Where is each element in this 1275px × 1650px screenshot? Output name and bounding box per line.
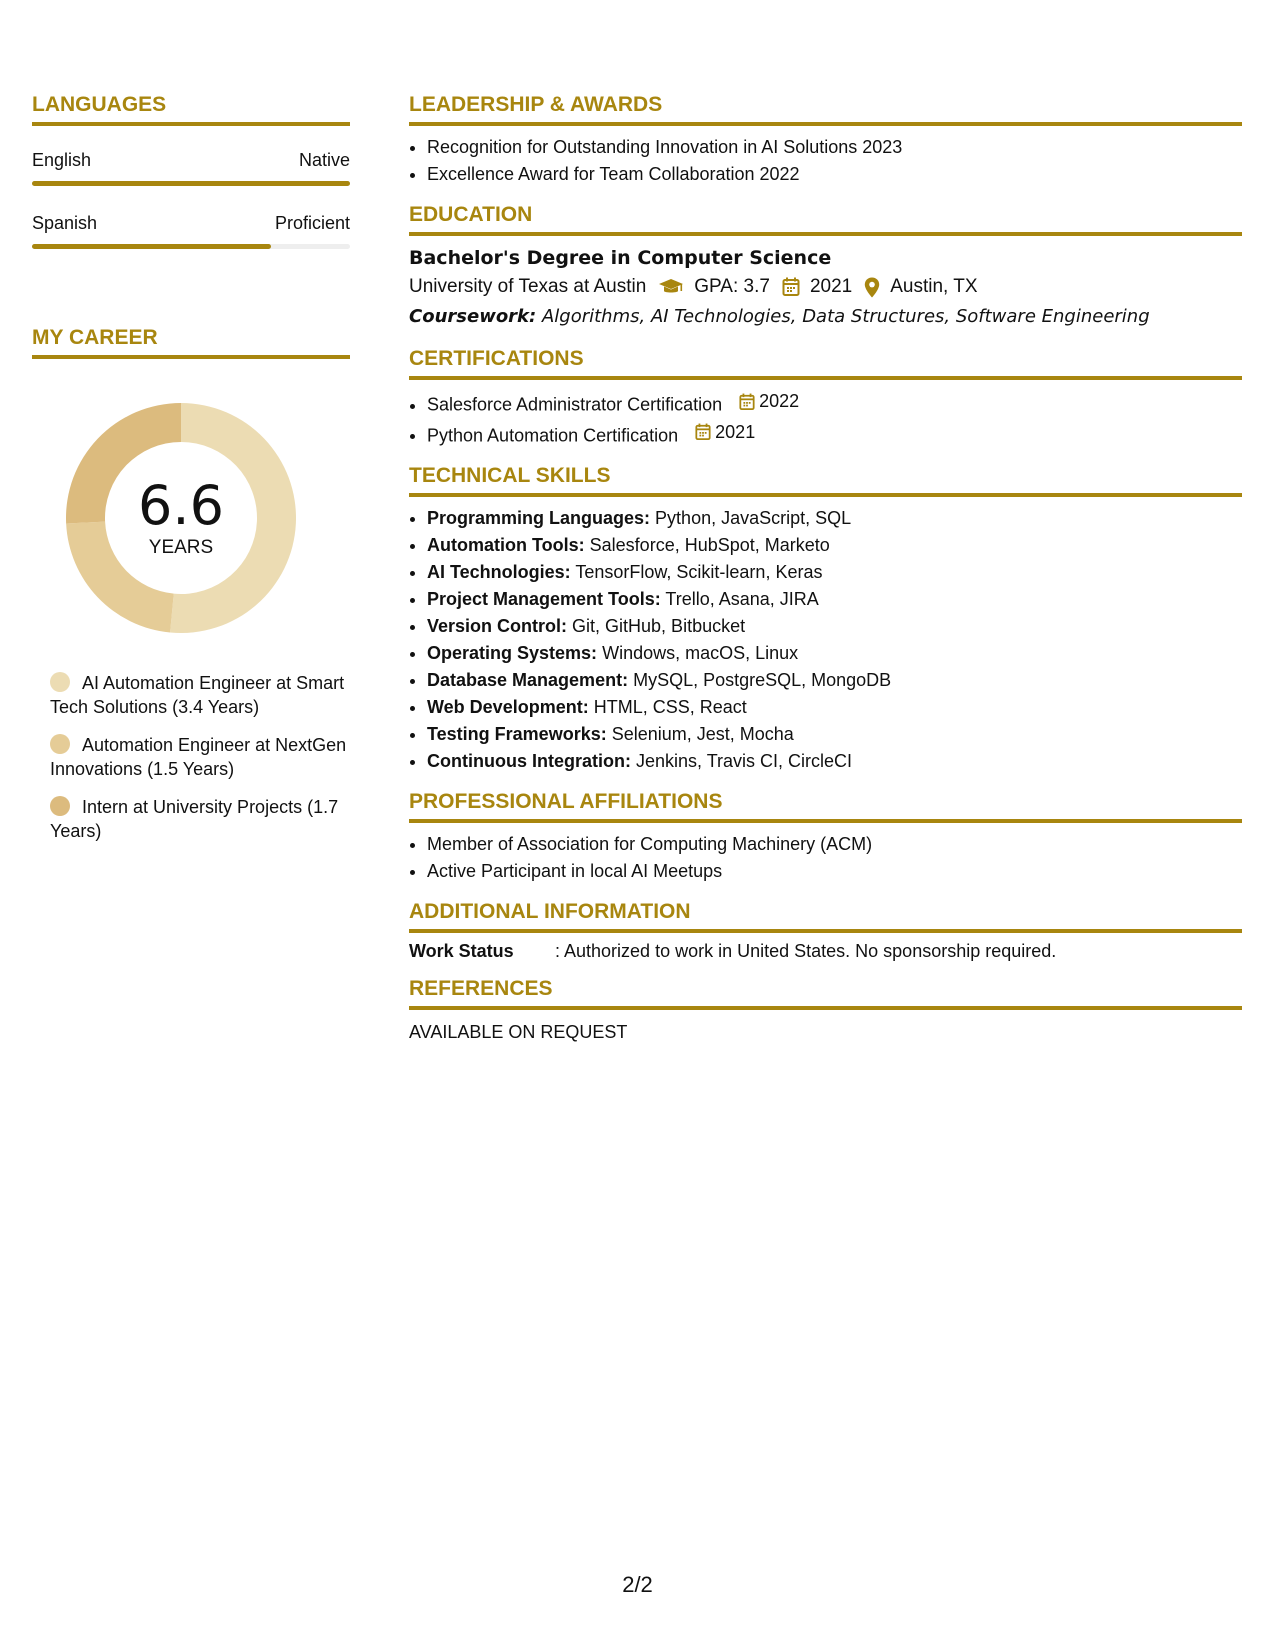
language-row-english xyxy=(32,150,350,171)
career-role: Automation Engineer at NextGen Innovations (1.5 Years) xyxy=(50,735,347,779)
career-total-value: 6.6 xyxy=(138,474,224,537)
skill-item xyxy=(427,721,1242,748)
certification-date xyxy=(739,388,799,415)
certification-year: 2022 xyxy=(759,391,800,411)
skill-value: Trello, Asana, JIRA xyxy=(665,589,819,609)
skill-label: Web Development: xyxy=(427,697,589,717)
skill-value: Git, GitHub, Bitbucket xyxy=(572,616,746,636)
skill-item xyxy=(427,532,1242,559)
graduation-cap-icon xyxy=(658,278,684,296)
affiliations-list xyxy=(409,831,1242,885)
language-level: Proficient xyxy=(274,213,350,233)
language-level-bar xyxy=(32,181,350,186)
skill-label: Database Management: xyxy=(427,670,629,690)
certification-name: Python Automation Certification xyxy=(427,425,679,445)
skill-value: Python, JavaScript, SQL xyxy=(655,508,852,528)
coursework-label: Coursework: xyxy=(409,306,537,327)
certification-year: 2021 xyxy=(715,421,756,442)
skill-label: AI Technologies: xyxy=(427,562,571,582)
references-section xyxy=(409,976,1242,1043)
career-role: AI Automation Engineer at Smart Tech Solutions (3.4 Years) xyxy=(50,673,345,717)
career-legend-item xyxy=(50,671,350,719)
skill-label: Operating Systems: xyxy=(427,643,598,663)
career-total xyxy=(66,403,296,633)
education-section xyxy=(409,202,1242,332)
skill-label: Automation Tools: xyxy=(427,535,585,555)
language-level-bar xyxy=(32,244,350,249)
career-donut-chart xyxy=(66,403,296,633)
work-status-row xyxy=(409,941,1242,962)
language-level-fill xyxy=(32,244,271,249)
list-item: • Recognition for Outstanding Innovation in AI Solutions 2023 xyxy=(427,134,1242,161)
skill-item xyxy=(427,667,1242,694)
career-legend-item xyxy=(50,733,350,781)
career-heading: MY CAREER xyxy=(32,325,350,359)
leadership-section xyxy=(409,92,1242,188)
right-column xyxy=(409,92,1242,1043)
certification-item xyxy=(427,419,1242,450)
references-text: AVAILABLE ON REQUEST xyxy=(409,1022,628,1042)
skill-label: Testing Frameworks: xyxy=(427,724,607,744)
education-details xyxy=(409,272,1242,302)
legend-dot xyxy=(50,796,70,816)
languages-heading: LANGUAGES xyxy=(32,92,350,126)
legend-dot xyxy=(50,734,70,754)
list-item: • Excellence Award for Team Collaboration 2022 xyxy=(427,161,1242,188)
certification-date xyxy=(695,419,755,446)
calendar-icon xyxy=(782,277,800,297)
skill-item xyxy=(427,559,1242,586)
skill-value: Selenium, Jest, Mocha xyxy=(611,724,794,744)
skill-item xyxy=(427,613,1242,640)
skill-item xyxy=(427,505,1242,532)
skill-label: Version Control: xyxy=(427,616,568,636)
skill-value: HTML, CSS, React xyxy=(593,697,747,717)
skill-label: Programming Languages: xyxy=(427,508,651,528)
certifications-list xyxy=(409,388,1242,449)
language-level-fill xyxy=(32,181,350,186)
education-school: University of Texas at Austin xyxy=(409,276,647,297)
affiliations-section xyxy=(409,789,1242,885)
work-status-value: : Authorized to work in United States. No sponsorship required. xyxy=(555,941,1057,961)
list-item: • Member of Association for Computing Machinery (ACM) xyxy=(427,831,1242,858)
additional-info-heading: ADDITIONAL INFORMATION xyxy=(409,899,1242,933)
list-item: • Active Participant in local AI Meetups xyxy=(427,858,1242,885)
legend-dot xyxy=(50,672,70,692)
skill-value: MySQL, PostgreSQL, MongoDB xyxy=(633,670,892,690)
skill-item xyxy=(427,694,1242,721)
skill-value: Salesforce, HubSpot, Marketo xyxy=(589,535,830,555)
calendar-icon xyxy=(695,423,711,441)
skill-item xyxy=(427,586,1242,613)
skill-value: TensorFlow, Scikit-learn, Keras xyxy=(575,562,823,582)
career-legend xyxy=(50,671,350,843)
skill-value: Windows, macOS, Linux xyxy=(602,643,799,663)
location-pin-icon xyxy=(864,277,880,298)
education-heading: EDUCATION xyxy=(409,202,1242,236)
page-number: 2/2 xyxy=(622,1572,653,1597)
education-coursework xyxy=(409,302,1242,332)
calendar-icon xyxy=(739,393,755,411)
certifications-heading: CERTIFICATIONS xyxy=(409,346,1242,380)
additional-info-section xyxy=(409,899,1242,962)
skill-item xyxy=(427,748,1242,775)
career-legend-item xyxy=(50,795,350,843)
language-level: Native xyxy=(298,150,350,170)
certification-name: Salesforce Administrator Certification xyxy=(427,394,723,415)
career-role: Intern at University Projects (1.7 Years) xyxy=(50,797,339,841)
skills-section xyxy=(409,463,1242,775)
references-heading: REFERENCES xyxy=(409,976,1242,1010)
skill-label: Project Management Tools: xyxy=(427,589,661,609)
coursework-value: Algorithms, AI Technologies, Data Structures, Software Engineering xyxy=(541,306,1150,327)
skills-list xyxy=(409,505,1242,775)
education-gpa: GPA: 3.7 xyxy=(694,276,770,297)
work-status-label: Work Status xyxy=(409,941,514,961)
certifications-section xyxy=(409,346,1242,449)
left-column xyxy=(32,92,350,857)
leadership-heading: LEADERSHIP & AWARDS xyxy=(409,92,1242,126)
skill-value: Jenkins, Travis CI, CircleCI xyxy=(635,751,853,771)
skills-heading: TECHNICAL SKILLS xyxy=(409,463,1242,497)
education-year: 2021 xyxy=(809,276,853,297)
language-name: Spanish xyxy=(32,213,98,233)
leadership-list xyxy=(409,134,1242,188)
language-row-spanish xyxy=(32,213,350,234)
education-degree: Bachelor's Degree in Computer Science xyxy=(409,247,832,269)
career-total-unit: YEARS xyxy=(148,537,214,558)
language-name: English xyxy=(32,150,92,170)
certification-item xyxy=(427,388,1242,419)
skill-label: Continuous Integration: xyxy=(427,751,631,771)
affiliations-heading: PROFESSIONAL AFFILIATIONS xyxy=(409,789,1242,823)
skill-item xyxy=(427,640,1242,667)
education-location: Austin, TX xyxy=(890,276,978,297)
